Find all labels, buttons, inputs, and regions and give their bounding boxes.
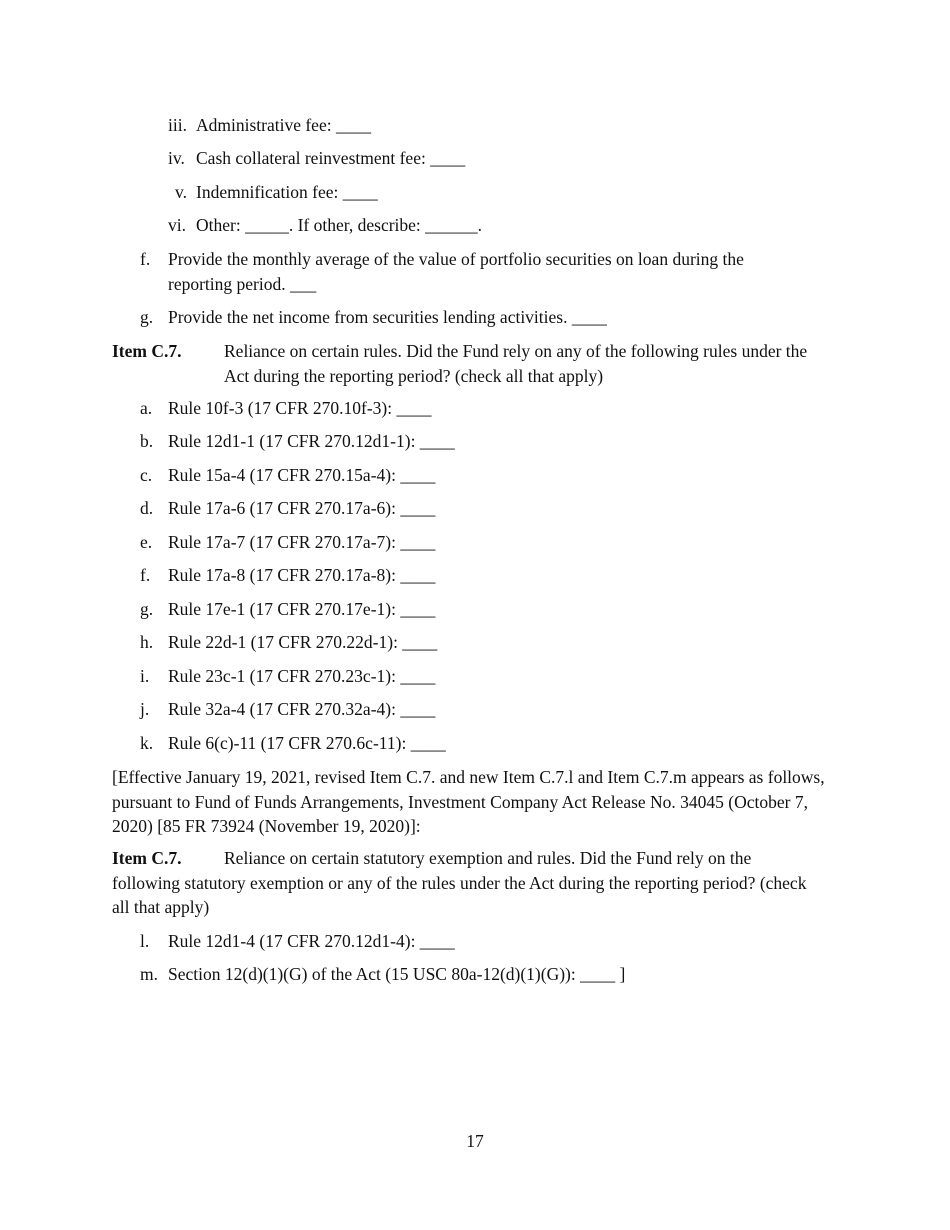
list-marker: m. <box>140 964 158 984</box>
page-number: 17 <box>466 1131 484 1151</box>
list-marker: e. <box>140 532 153 552</box>
list-marker: k. <box>140 733 154 753</box>
rule-item: Rule 10f-3 (17 CFR 270.10f-3): ____ <box>168 398 432 418</box>
item-c7-text: Reliance on certain rules. Did the Fund rely on any of the following rules under the Act during the reporting period? (check all that apply) <box>224 341 808 386</box>
rule-item: Rule 6(c)-11 (17 CFR 270.6c-11): ____ <box>168 733 446 753</box>
fee-administrative: Administrative fee: ____ <box>196 115 371 135</box>
rule-item: Rule 17a-7 (17 CFR 270.17a-7): ____ <box>168 532 436 552</box>
rule-item: Rule 22d-1 (17 CFR 270.22d-1): ____ <box>168 632 438 652</box>
list-marker: d. <box>140 498 154 518</box>
list-marker: j. <box>140 699 150 719</box>
rule-item: Section 12(d)(1)(G) of the Act (15 USC 80a-12(d)(1)(G)): ____ ] <box>168 964 626 984</box>
rule-item: Rule 23c-1 (17 CFR 270.23c-1): ____ <box>168 666 436 686</box>
fee-cash-collateral: Cash collateral reinvestment fee: ____ <box>196 148 466 168</box>
fee-indemnification: Indemnification fee: ____ <box>196 182 378 202</box>
item-c7-revised-label: Item C.7. <box>112 848 182 868</box>
list-marker: g. <box>140 599 154 619</box>
fee-other: Other: _____. If other, describe: ______. <box>196 215 483 235</box>
effective-note: [Effective January 19, 2021, revised Item C.7. and new Item C.7.l and Item C.7.m appears as follows, pursuant to Fund of Funds Arrangements, Investment Company Act Release No. 34045 (October 7, 2020) [85 FR 73924 (November 19, 2020)]: <box>112 767 825 836</box>
list-marker: iv. <box>168 148 185 168</box>
list-marker: a. <box>140 398 153 418</box>
item-f-text: Provide the monthly average of the value of portfolio securities on loan during the reporting period. ___ <box>168 249 744 294</box>
list-marker: v. <box>175 182 187 202</box>
list-marker: iii. <box>168 115 187 135</box>
item-c7-label: Item C.7. <box>112 341 182 361</box>
list-marker: f. <box>140 565 151 585</box>
list-marker: i. <box>140 666 150 686</box>
list-marker: b. <box>140 431 154 451</box>
item-c7-revised-text: Reliance on certain statutory exemption and rules. Did the Fund rely on the following statutory exemption or any of the rules under the Act during the reporting period? (check all that apply) <box>112 848 807 917</box>
list-marker: h. <box>140 632 154 652</box>
rule-item: Rule 32a-4 (17 CFR 270.32a-4): ____ <box>168 699 436 719</box>
rule-item: Rule 12d1-1 (17 CFR 270.12d1-1): ____ <box>168 431 455 451</box>
rule-item: Rule 17a-8 (17 CFR 270.17a-8): ____ <box>168 565 436 585</box>
rule-item: Rule 12d1-4 (17 CFR 270.12d1-4): ____ <box>168 931 455 951</box>
rule-item: Rule 15a-4 (17 CFR 270.15a-4): ____ <box>168 465 436 485</box>
list-marker: l. <box>140 931 150 951</box>
rule-item: Rule 17e-1 (17 CFR 270.17e-1): ____ <box>168 599 436 619</box>
list-marker: vi. <box>168 215 186 235</box>
list-marker: f. <box>140 249 151 269</box>
list-marker: c. <box>140 465 153 485</box>
rule-item: Rule 17a-6 (17 CFR 270.17a-6): ____ <box>168 498 436 518</box>
list-marker: g. <box>140 307 154 327</box>
item-g-text: Provide the net income from securities lending activities. ____ <box>168 307 607 327</box>
item-c7-revised <box>112 846 812 920</box>
